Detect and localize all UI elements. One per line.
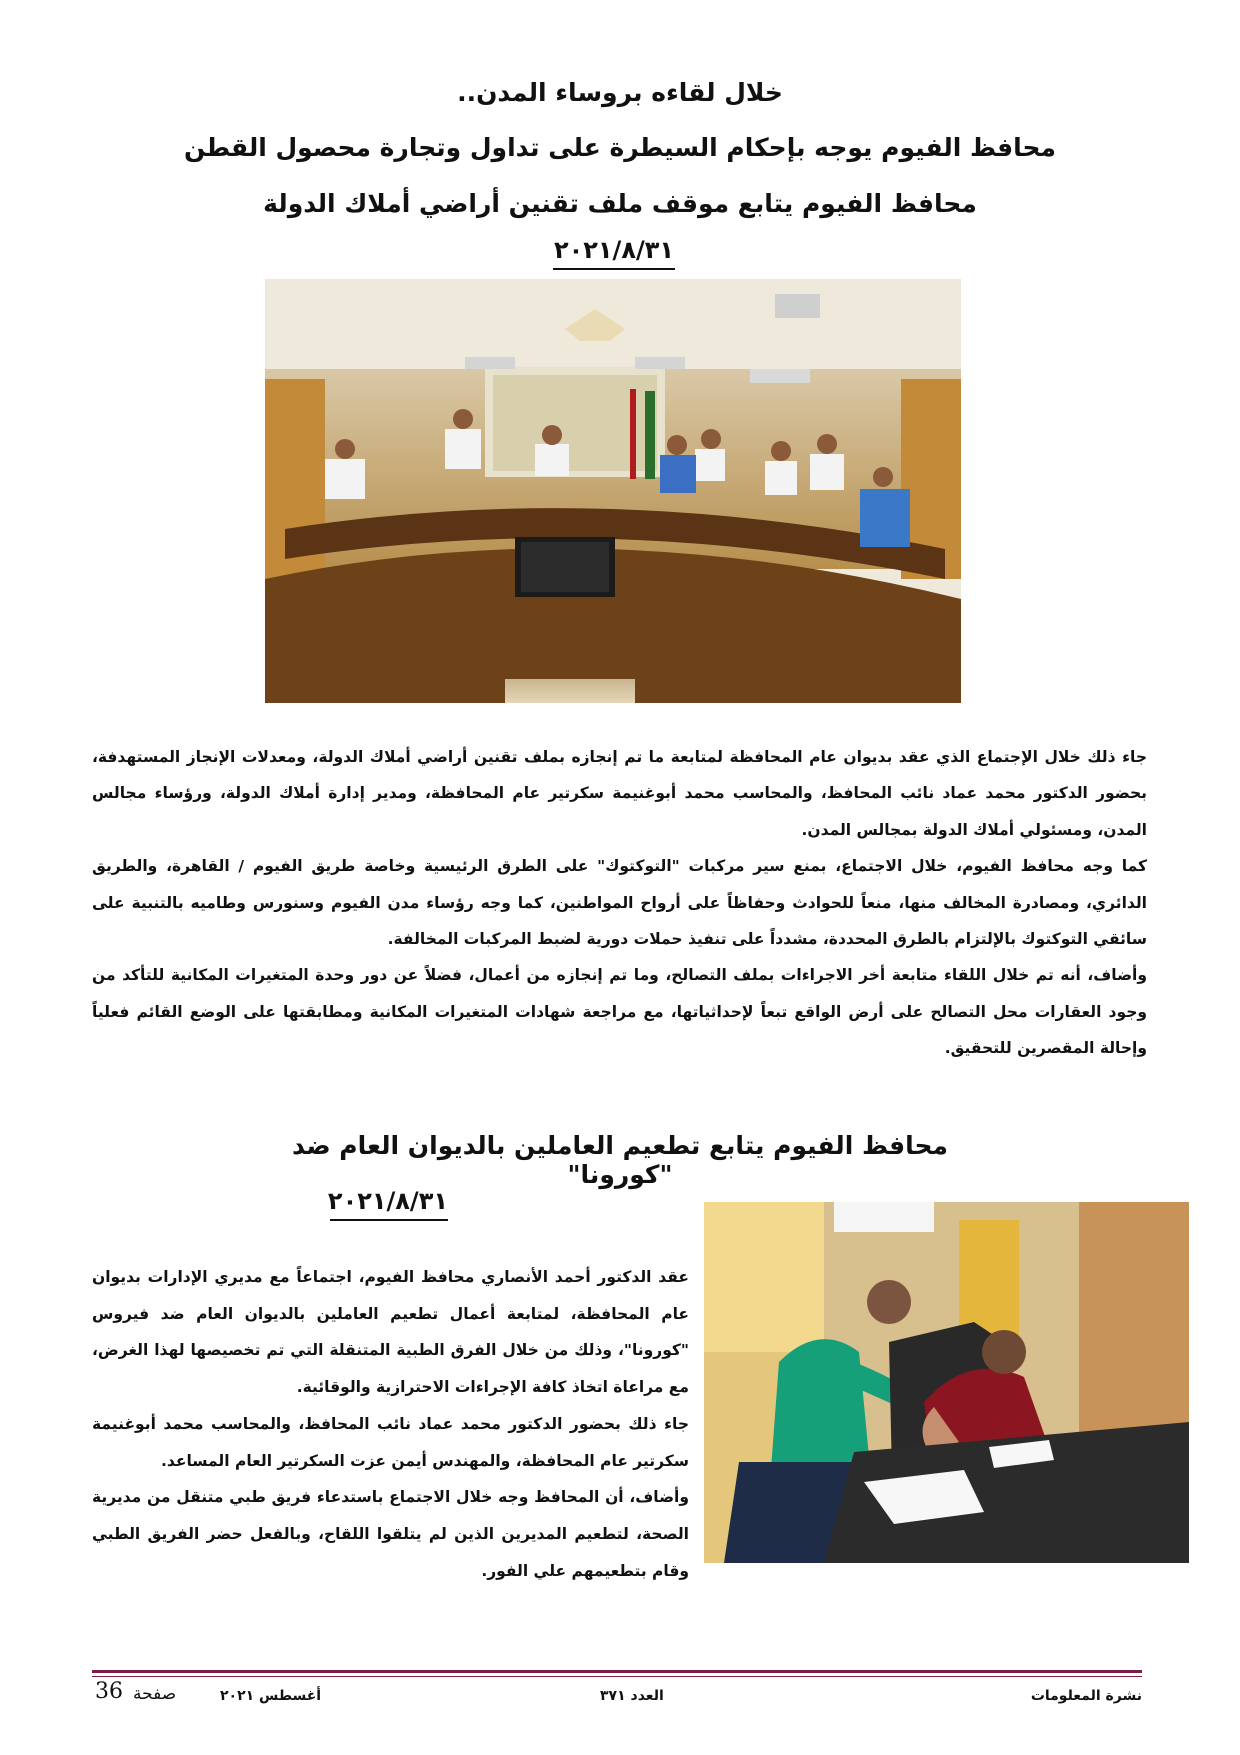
footer-issue: العدد ٣٧١: [600, 1688, 664, 1704]
headline-meeting-city-heads: خلال لقاءه بروساء المدن..: [457, 78, 783, 107]
article1-body: [92, 739, 1147, 1067]
article2-paragraph-1: عقد الدكتور أحمد الأنصاري محافظ الفيوم، اجتماعاً مع مديري الإدارات بديوان عام المحافظة، لمتابعة أعمال تطعيم العاملين بالديوان العام ضد فيروس "كورونا"، وذلك من خلال الفرق الطبية المتنقلة التي تم تخصيصها لهذا الغرض، مع مراعاة اتخاذ كافة الإجراءات الاحترازية والوقائية.: [92, 1268, 689, 1397]
article1-date: ٢٠٢١/٨/٣١: [553, 236, 675, 270]
footer-rule-thick: [92, 1670, 1142, 1673]
article2-paragraph-3: وأضاف، أن المحافظ وجه خلال الاجتماع باستدعاء فريق طبي متنقل من مديرية الصحة، لتطعيم المديرين الذين لم يتلقوا اللقاح، وبالفعل حضر الفريق الطبي وقام بتطعيمهم علي الفور.: [92, 1488, 689, 1580]
article1-paragraph-3: وأضاف، أنه تم خلال اللقاء متابعة أخر الاجراءات بملف التصالح، وما تم إنجازه من أعمال، فضلاً عن دور وحدة المتغيرات المكانية للتأكد من وجود العقارات محل التصالح على أرض الواقع تبعاً لإحداثياتها، مع مراجعة شهادات المتغيرات المكانية ومطابقتها على الوضع القائم فعلياً وإحالة المقصرين للتحقيق.: [92, 966, 1147, 1058]
footer-month: أغسطس ٢٠٢١: [220, 1688, 322, 1704]
article2-body: [92, 1259, 689, 1589]
article1-paragraph-2: كما وجه محافظ الفيوم، خلال الاجتماع، بمنع سير مركبات "التوكتوك" على الطرق الرئيسية وخاصة طريق الفيوم / القاهرة، والطريق الدائري، ومصادرة المخالف منها، منعاً للحوادث وحفاظاً على أرواح المواطنين، كما وجه رؤساء مدن الفيوم وسنورس وطاميه بالتنبية على سائقي التوكتوك بالإلتزام بالطرق المحددة، مشدداً على تنفيذ حملات دورية لضبط المركبات المخالفة.: [92, 857, 1147, 949]
headline-state-land: محافظ الفيوم يتابع موقف ملف تقنين أراضي أملاك الدولة: [263, 189, 977, 218]
headline-cotton-trade: محافظ الفيوم يوجه بإحكام السيطرة على تداول وتجارة محصول القطن: [183, 133, 1057, 162]
footer-rule-thin: [92, 1676, 1142, 1677]
article2-date: ٢٠٢١/٨/٣١: [330, 1187, 448, 1221]
meeting-room-photo: [265, 279, 961, 703]
article2-paragraph-2: جاء ذلك بحضور الدكتور محمد عماد نائب المحافظ، والمحاسب محمد أبوغنيمة سكرتير عام المحافظة، والمهندس أيمن عزت السكرتير العام المساعد.: [92, 1414, 689, 1470]
vaccination-photo: [704, 1202, 1189, 1563]
footer-publication: نشرة المعلومات: [1030, 1688, 1142, 1704]
footer-page-label: صفحة: [133, 1684, 177, 1704]
footer-page-number: 36: [95, 1679, 123, 1704]
article1-paragraph-1: جاء ذلك خلال الإجتماع الذي عقد بديوان عام المحافظة لمتابعة ما تم إنجازه بملف تقنين أراضي أملاك الدولة، ومعدلات الإنجاز المستهدفة، بحضور الدكتور محمد عماد نائب المحافظ، والمحاسب محمد أبوغنيمة سكرتير عام المحافظة، ومدير إدارة أملاك الدولة، ورؤساء مجالس المدن، ومسئولي أملاك الدولة بمجالس المدن.: [92, 748, 1147, 839]
headline-vaccination: محافظ الفيوم يتابع تطعيم العاملين بالديوان العام ضد "كورونا": [292, 1131, 948, 1189]
